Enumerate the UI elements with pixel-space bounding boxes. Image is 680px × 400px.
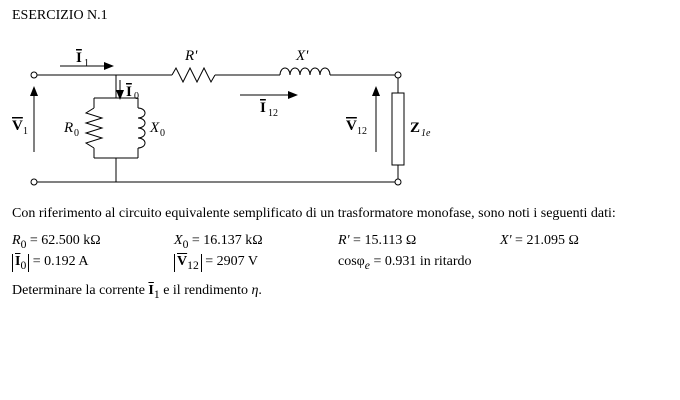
svg-text:1: 1 (84, 58, 89, 69)
cosphi-value: cosφ$_e$ = 0.931 in ritardo (338, 254, 472, 272)
rp-value: R' = 15.113 Ω (338, 233, 417, 248)
load-impedance (392, 93, 404, 165)
r0-label: R (64, 120, 74, 136)
rp-label: R' (185, 48, 198, 64)
r0-value: $R_0 = 62.500$ kΩ (12, 233, 101, 251)
intro-text: Con riferimento al circuito equivalente semplificato di un trasformatore monofase, sono noti i seguenti dati: (12, 206, 616, 221)
xp-value: X' = 21.095 Ω (500, 233, 579, 248)
z-label: Z (410, 120, 421, 136)
svg-text:12: 12 (268, 108, 278, 119)
v12-value: $\overline{V}_{12} = 2907$ V (174, 254, 258, 272)
v1-label: V (12, 118, 23, 134)
exercise-title: ESERCIZIO N.1 (12, 8, 108, 23)
rp-resistor (172, 68, 215, 82)
terminal-out-bottom (395, 179, 401, 185)
svg-text:0: 0 (160, 128, 165, 139)
xp-label: X' (296, 48, 309, 64)
x0-value: $X_0 = 16.137$ kΩ (174, 233, 263, 251)
svg-text:1e: 1e (421, 128, 431, 139)
i0-label: I (126, 84, 132, 100)
i12-label: I (260, 100, 266, 116)
x0-label: X (150, 120, 160, 136)
v12-label: V (346, 118, 357, 134)
svg-text:1: 1 (23, 126, 28, 137)
svg-text:12: 12 (357, 126, 367, 137)
svg-text:0: 0 (74, 128, 79, 139)
xp-inductor (280, 68, 330, 75)
r0-resistor (86, 108, 102, 148)
terminal-in-top (31, 72, 37, 78)
svg-text:0: 0 (134, 91, 139, 102)
x0-inductor (138, 108, 145, 148)
terminal-in-bottom (31, 179, 37, 185)
task-text: Determinare la corrente $\overline{I}_1$ e il rendimento η. (12, 283, 262, 301)
i0-value: $\overline{I}_0 = 0.192$ A (12, 254, 89, 272)
terminal-out-top (395, 72, 401, 78)
i1-label: I (76, 50, 82, 66)
